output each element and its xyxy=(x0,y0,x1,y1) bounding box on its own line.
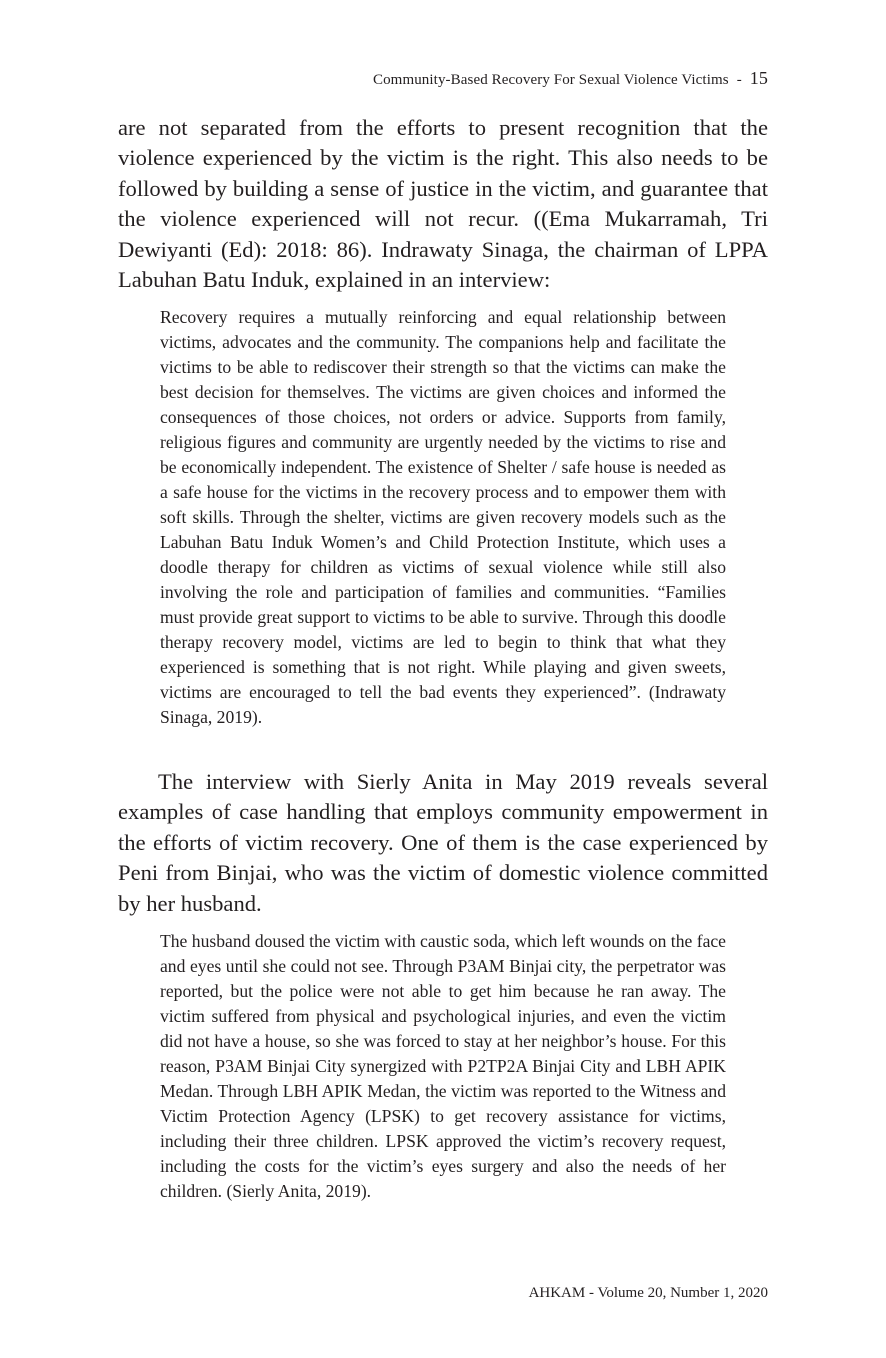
body-text-middle xyxy=(118,767,768,919)
page-number: 15 xyxy=(749,68,768,88)
header-separator: - xyxy=(736,72,742,88)
block-quote-1: Recovery requires a mutually reinforcing and equal relationship between victims, advocates and the community. The companions help and facilitate the victims to be able to rediscover their strength so that the victims can make the best decision for themselves. The victims are given choices and informed the consequences of those choices, not orders or advice. Supports from family, religious figures and community are urgently needed by the victims to rise and be economically independent. The existence of Shelter / safe house is needed as a safe house for the victims in the recovery process and to empower them with soft skills. Through the shelter, victims are given recovery models such as the Labuhan Batu Induk Women’s and Child Protection Institute, which uses a doodle therapy for children as victims of sexual violence while still also involving the role and participation of families and communities. “Families must provide great support to victims to be able to survive. Through this doodle therapy recovery model, victims are led to begin to think that what they experienced is something that is not right. While playing and given sweets, victims are encouraged to tell the bad events they experienced”. (Indrawaty Sinaga, 2019). xyxy=(160,307,726,727)
running-title: Community-Based Recovery For Sexual Violence Victims xyxy=(372,72,729,88)
body-paragraph-1: are not separated from the efforts to present recognition that the violence experienced by the victim is the right. This also needs to be followed by building a sense of justice in the victim, and guarantee that the violence experienced will not recur. ((Ema Mukarramah, Tri Dewiyanti (Ed): 2018: 86). Indrawaty Sinaga, the chairman of LPPA Labuhan Batu Induk, explained in an interview: xyxy=(118,115,768,293)
running-header xyxy=(373,68,768,89)
body-text-top xyxy=(118,113,768,295)
running-footer: AHKAM - Volume 20, Number 1, 2020 xyxy=(528,1285,768,1301)
body-paragraph-2: The interview with Sierly Anita in May 2019 reveals several examples of case handling that employs community empowerment in the efforts of victim recovery. One of them is the case experienced by Peni from Binjai, who was the victim of domestic violence committed by her husband. xyxy=(118,769,768,916)
block-quote-2: The husband doused the victim with caustic soda, which left wounds on the face and eyes until she could not see. Through P3AM Binjai city, the perpetrator was reported, but the police were not able to get him because he ran away. The victim suffered from physical and psychological injuries, and even the victim did not have a house, so she was forced to stay at her neighbor’s house. For this reason, P3AM Binjai City synergized with P2TP2A Binjai City and LBH APIK Medan. Through LBH APIK Medan, the victim was reported to the Witness and Victim Protection Agency (LPSK) to get recovery assistance for victims, including their three children. LPSK approved the victim’s recovery request, including the costs for the victim’s eyes surgery and also the needs of her children. (Sierly Anita, 2019). xyxy=(160,931,726,1201)
